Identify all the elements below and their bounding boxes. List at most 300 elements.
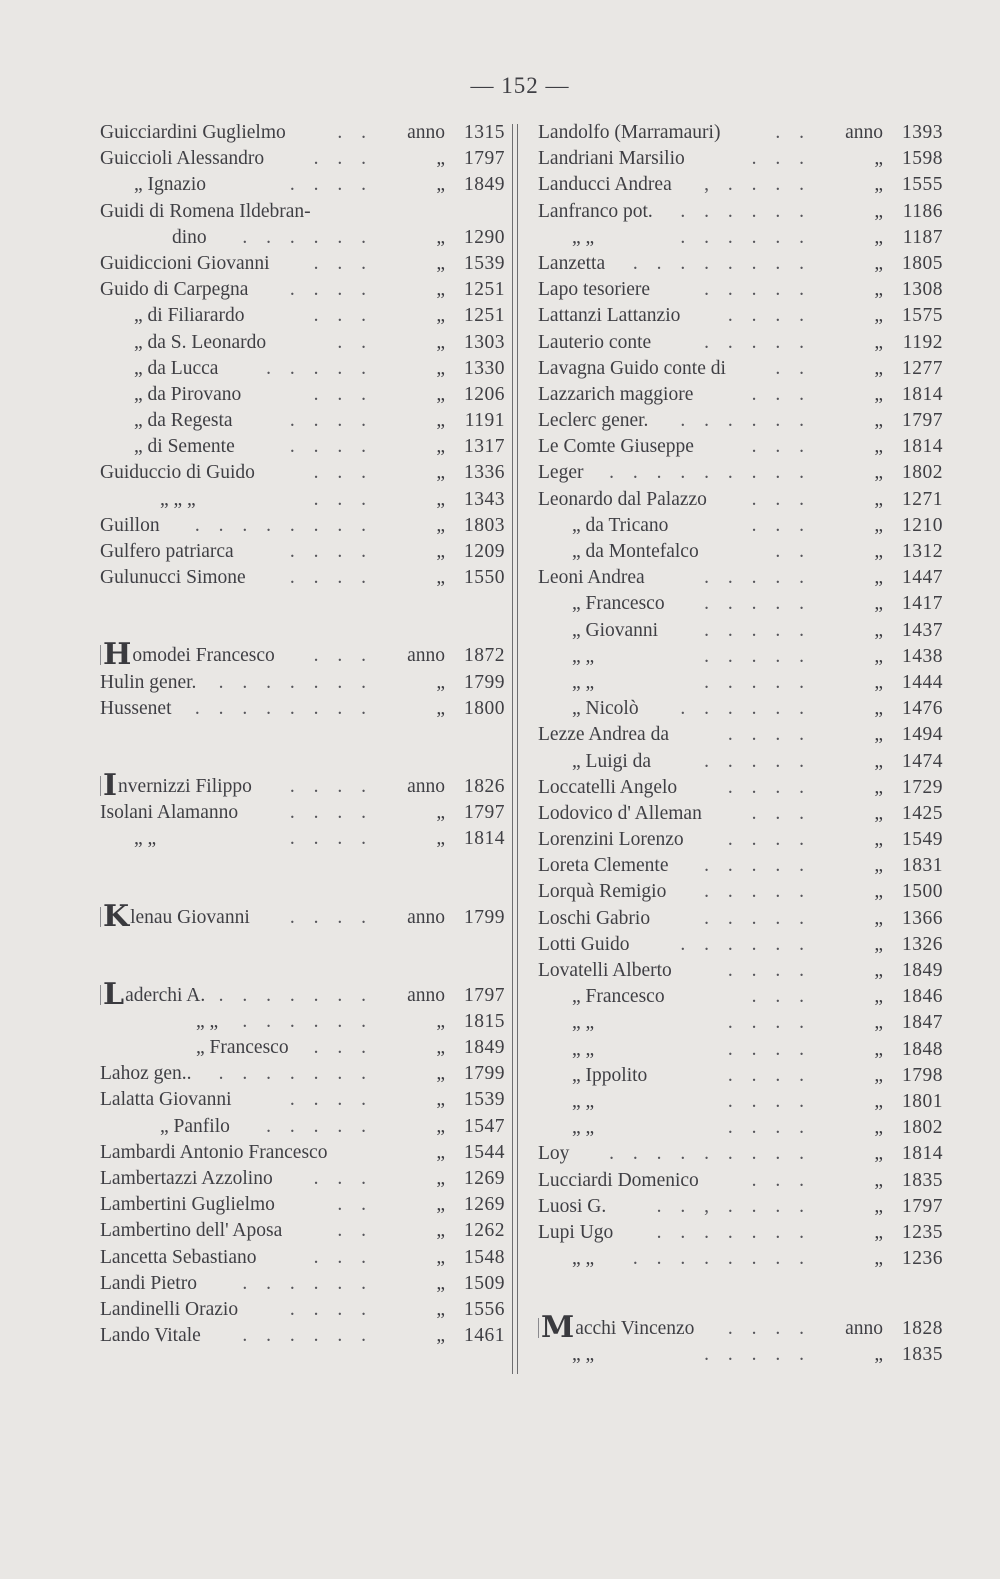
leader-dots: . . . . — [289, 802, 373, 824]
entry-year: 1801 — [902, 1090, 943, 1112]
year-prefix: „ — [436, 462, 445, 484]
entry-name-text: „ di Filiarardo — [134, 305, 245, 327]
entry-name-text: Lancetta Sebastiano — [100, 1246, 257, 1268]
leader-dots: . . . — [751, 986, 811, 1008]
entry-name-text: „ Francesco — [196, 1037, 289, 1059]
leader-dots: . . . — [313, 1037, 373, 1059]
index-entry — [538, 879, 943, 905]
entry-name — [538, 1310, 695, 1346]
index-entry — [538, 618, 943, 644]
decorative-initial: I — [100, 776, 117, 796]
entry-year: 1848 — [902, 1038, 943, 1060]
entry-name-text: „ „ — [572, 1012, 595, 1034]
year-prefix: „ — [436, 1168, 445, 1189]
year-prefix: „ — [436, 1194, 445, 1216]
entry-name — [160, 487, 196, 513]
year-prefix: „ — [874, 279, 883, 301]
entry-year: 1474 — [902, 750, 943, 772]
index-entry — [538, 853, 943, 879]
entry-name-text: Loreta Clemente — [538, 855, 669, 877]
entry-year: 1814 — [902, 436, 943, 458]
leader-dots: . . . . . — [266, 357, 373, 379]
year-prefix: „ — [436, 1325, 445, 1347]
index-entry — [538, 749, 943, 775]
entry-name — [100, 1061, 192, 1087]
entry-name — [572, 1342, 594, 1368]
entry-name-text: Leonardo dal Palazzo — [538, 488, 707, 510]
year-prefix: anno — [845, 122, 883, 143]
year-prefix: „ — [436, 1220, 445, 1242]
entry-name — [100, 120, 286, 146]
index-entry — [538, 434, 943, 460]
leader-dots: . . . — [313, 488, 373, 510]
index-entry — [100, 1140, 505, 1166]
index-entry — [538, 696, 943, 722]
entry-year: 1802 — [902, 462, 943, 484]
entry-name-text: „ da Pirovano — [134, 383, 242, 405]
year-prefix: „ — [874, 488, 883, 510]
entry-year: 1547 — [464, 1115, 505, 1137]
entry-year: 1797 — [464, 148, 505, 170]
leader-dots: . . . . . . . — [218, 671, 373, 693]
year-prefix: „ — [874, 750, 883, 772]
index-entry — [538, 670, 943, 696]
entry-name — [100, 1271, 197, 1297]
leader-dots: . . . . — [289, 1089, 373, 1111]
entry-year: 1326 — [902, 933, 943, 955]
leader-dots: . . . . . . — [680, 698, 811, 720]
entry-year: 1437 — [902, 619, 943, 641]
entry-name-text: „ Luigi da — [572, 750, 652, 772]
entry-name-text: Guido di Carpegna — [100, 279, 249, 301]
entry-name-text: dino — [172, 226, 207, 248]
year-prefix: „ — [874, 724, 883, 746]
index-entry — [538, 958, 943, 984]
entry-year: 1444 — [902, 671, 943, 693]
year-prefix: anno — [845, 1318, 883, 1340]
leader-dots: . . . — [313, 462, 373, 484]
year-prefix: „ — [436, 802, 445, 824]
leader-dots: . . . . . . — [680, 933, 811, 955]
index-entry — [538, 906, 943, 932]
leader-dots: . . . — [751, 488, 811, 510]
year-prefix: „ — [874, 1038, 883, 1060]
index-entry — [100, 330, 505, 356]
index-entry — [100, 1166, 505, 1192]
index-entry — [100, 1245, 505, 1271]
entry-name-text: Gulfero patriarca — [100, 541, 234, 562]
entry-name-text: „ da Montefalco — [572, 541, 699, 562]
entry-name-text: Guicciardini Guglielmo — [100, 122, 286, 143]
year-prefix: „ — [874, 1344, 883, 1366]
index-entry — [538, 644, 943, 670]
year-prefix: „ — [874, 1248, 883, 1270]
entry-year: 1209 — [464, 541, 505, 562]
index-entry — [538, 539, 943, 565]
entry-name-text: „ „ — [196, 1010, 219, 1032]
entry-year: 1800 — [464, 697, 505, 719]
entry-name-text: Lotti Guido — [538, 933, 630, 955]
leader-dots: . . . — [751, 436, 811, 458]
entry-name-text: Lupi Ugo — [538, 1221, 614, 1243]
entry-name — [100, 696, 172, 722]
index-entry — [100, 382, 505, 408]
entry-year: 1835 — [902, 1344, 943, 1366]
leader-dots: . . . . . — [704, 855, 811, 877]
entry-name-text: Guidiccioni Giovanni — [100, 252, 270, 274]
entry-name — [100, 146, 264, 172]
entry-name — [100, 898, 250, 934]
entry-name — [572, 1115, 594, 1141]
entry-name — [538, 1168, 699, 1194]
entry-name-text: „ di Semente — [134, 436, 235, 458]
index-entry — [100, 1271, 505, 1297]
year-prefix: „ — [874, 619, 883, 641]
index-entry — [100, 1061, 505, 1087]
index-entry — [538, 277, 943, 303]
entry-year: 1191 — [464, 410, 505, 432]
entry-name — [100, 976, 206, 1012]
entry-year: 1315 — [464, 122, 505, 143]
year-prefix: „ — [874, 174, 883, 196]
entry-name-text: „ „ „ — [160, 488, 196, 510]
entry-year: 1797 — [464, 984, 505, 1006]
entry-year: 1366 — [902, 907, 943, 929]
index-entry — [538, 827, 943, 853]
entry-name-text: „ Ippolito — [572, 1064, 648, 1086]
year-prefix: „ — [874, 148, 883, 170]
entry-name — [572, 1037, 594, 1063]
index-entry — [100, 898, 505, 934]
entry-name — [572, 513, 668, 539]
entry-year: 1308 — [902, 279, 943, 301]
entry-name — [538, 303, 680, 329]
entry-year: 1544 — [464, 1141, 505, 1163]
entry-name — [134, 303, 244, 329]
entry-year: 1336 — [464, 462, 505, 484]
entry-year: 1814 — [464, 828, 505, 850]
entry-name — [538, 146, 685, 172]
index-entry — [538, 408, 943, 434]
leader-dots: . . — [775, 357, 811, 379]
index-entry — [538, 356, 943, 382]
index-entry — [100, 1009, 505, 1035]
leader-dots: . . . . — [727, 829, 811, 851]
entry-name — [538, 565, 645, 591]
index-entry — [100, 800, 505, 826]
year-prefix: „ — [436, 1298, 445, 1320]
leader-dots: . . . — [313, 645, 373, 667]
leader-dots: . . . . . — [704, 619, 811, 641]
entry-name-text: „ Nicolò — [572, 698, 639, 720]
entry-name — [100, 800, 238, 826]
entry-name-text: Hulin gener. — [100, 671, 197, 693]
entry-name-text: nvernizzi Filippo — [118, 775, 252, 797]
year-prefix: „ — [436, 671, 445, 693]
year-prefix: „ — [874, 1221, 883, 1243]
entry-name — [538, 330, 651, 356]
entry-name-text: „ „ — [134, 828, 157, 850]
entry-name-text: Landriani Marsilio — [538, 148, 685, 170]
entry-name — [100, 251, 270, 277]
index-entry — [100, 565, 505, 591]
leader-dots: . . . . — [289, 436, 373, 458]
entry-year: 1438 — [902, 645, 943, 667]
entry-name — [572, 670, 594, 696]
entry-name — [100, 637, 275, 673]
year-prefix: „ — [436, 514, 445, 536]
leader-dots: . . . . . . — [680, 200, 811, 222]
entry-name-text: Lorenzini Lorenzo — [538, 829, 684, 851]
index-entry — [538, 460, 943, 486]
index-entry — [538, 565, 943, 591]
leader-dots: . . . . . . — [242, 226, 373, 248]
entry-name-text: Lanfranco pot. — [538, 200, 653, 222]
entry-year: 1849 — [464, 1037, 505, 1059]
leader-dots: . . . . — [727, 724, 811, 746]
year-prefix: „ — [874, 1064, 883, 1086]
entry-name-text: Lauterio conte — [538, 331, 652, 353]
leader-dots: . . . . . . . — [656, 1221, 811, 1243]
leader-dots: . . . . — [289, 410, 373, 432]
year-prefix: „ — [436, 1063, 445, 1085]
index-entry — [538, 251, 943, 277]
entry-name — [538, 356, 726, 382]
index-entry — [538, 225, 943, 251]
index-entry — [100, 487, 505, 513]
year-prefix: „ — [874, 541, 883, 562]
entry-name-text: „ „ — [572, 1038, 595, 1060]
leader-dots: , . . . . — [704, 174, 811, 196]
entry-year: 1549 — [902, 829, 943, 851]
entry-name-text: Lovatelli Alberto — [538, 960, 672, 981]
year-prefix: „ — [874, 514, 883, 536]
index-entry — [100, 172, 505, 198]
entry-name — [538, 460, 583, 486]
entry-year: 1802 — [902, 1117, 943, 1139]
leader-dots: . . . . . . . . . — [609, 462, 811, 484]
entry-name-text: Lazzarich maggiore — [538, 383, 694, 405]
index-entry — [100, 408, 505, 434]
year-prefix: „ — [874, 671, 883, 693]
entry-name — [100, 767, 252, 803]
year-prefix: „ — [436, 1115, 445, 1137]
year-prefix: „ — [436, 252, 445, 274]
decorative-initial: K — [100, 907, 129, 927]
leader-dots: . . . . . . — [680, 410, 811, 432]
entry-year: 1251 — [464, 305, 505, 327]
entry-name — [538, 1141, 569, 1167]
leader-dots: . . . . . . . — [218, 1063, 373, 1085]
index-entry — [538, 1037, 943, 1063]
entry-name-text: Lucciardi Domenico — [538, 1169, 699, 1191]
entry-name-text: „ „ — [572, 645, 595, 667]
entry-year: 1835 — [902, 1169, 943, 1191]
entry-name — [100, 1087, 232, 1113]
leader-dots: . . . . . . — [242, 1272, 373, 1294]
entry-year: 1343 — [464, 488, 505, 510]
year-prefix: „ — [874, 331, 883, 353]
entry-name-text: Gulunucci Simone — [100, 567, 246, 589]
entry-name — [538, 801, 702, 827]
entry-name — [538, 775, 677, 801]
year-prefix: „ — [874, 357, 883, 379]
leader-dots: . . . . . — [704, 279, 811, 301]
leader-dots: . . . . — [727, 305, 811, 327]
entry-name — [100, 1245, 256, 1271]
entry-name-text: Landi Pietro — [100, 1272, 197, 1294]
leader-dots: . . . . . . — [242, 1010, 373, 1032]
entry-year: 1799 — [464, 906, 505, 928]
entry-year: 1828 — [902, 1318, 943, 1340]
leader-dots: . . . . — [727, 1090, 811, 1112]
entry-year: 1799 — [464, 1063, 505, 1085]
entry-year: 1210 — [902, 514, 943, 536]
year-prefix: „ — [874, 986, 883, 1008]
index-entry — [538, 1089, 943, 1115]
entry-name-text: Lodovico d' Alleman — [538, 802, 702, 824]
index-entry — [100, 225, 505, 251]
entry-name-text: Loccatelli Angelo — [538, 776, 678, 798]
year-prefix: „ — [874, 645, 883, 667]
entry-year: 1206 — [464, 383, 505, 405]
leader-dots: . . . . — [289, 775, 373, 797]
entry-year: 1798 — [902, 1064, 943, 1086]
entry-year: 1803 — [464, 514, 505, 536]
year-prefix: „ — [874, 1117, 883, 1139]
year-prefix: „ — [436, 1089, 445, 1111]
index-entry — [538, 775, 943, 801]
year-prefix: „ — [874, 226, 883, 248]
entry-year: 1417 — [902, 593, 943, 615]
leader-dots: . . . — [751, 802, 811, 824]
index-entry — [538, 1010, 943, 1036]
entry-name — [538, 199, 653, 225]
year-prefix: „ — [436, 1037, 445, 1059]
entry-name — [160, 1114, 230, 1140]
index-entry — [100, 1297, 505, 1323]
entry-year: 1872 — [464, 645, 505, 667]
year-prefix: „ — [436, 1010, 445, 1032]
entry-name-text: „ Ignazio — [134, 174, 207, 196]
entry-year: 1269 — [464, 1194, 505, 1216]
year-prefix: „ — [436, 331, 445, 353]
entry-name — [100, 1323, 201, 1349]
index-entry — [100, 146, 505, 172]
leader-dots: . . . . . — [704, 593, 811, 615]
index-entry — [538, 146, 943, 172]
index-entry — [100, 460, 505, 486]
entry-name-text: „ da Regesta — [134, 410, 233, 432]
entry-year: 1186 — [902, 200, 943, 222]
leader-dots: . . . . . . — [680, 226, 811, 248]
entry-name-text: „ „ — [572, 1248, 595, 1270]
entry-name — [538, 382, 693, 408]
section-gap — [100, 853, 505, 905]
entry-name-text: Landinelli Orazio — [100, 1298, 239, 1320]
leader-dots: . . , . . . . — [656, 1195, 811, 1217]
entry-name-text: Luosi G. — [538, 1195, 607, 1217]
entry-name — [100, 1297, 238, 1323]
leader-dots: . . . . . . . — [218, 984, 373, 1006]
entry-name — [134, 382, 241, 408]
entry-name — [100, 199, 311, 225]
entry-year: 1550 — [464, 567, 505, 589]
leader-dots: . . . . — [727, 1038, 811, 1060]
entry-name-text: lenau Giovanni — [130, 906, 250, 928]
index-column-right — [538, 120, 943, 1369]
index-entry — [100, 670, 505, 696]
leader-dots: . . . — [313, 383, 373, 405]
section-gap — [100, 931, 505, 983]
entry-name — [572, 984, 665, 1010]
entry-year: 1548 — [464, 1246, 505, 1268]
year-prefix: „ — [874, 383, 883, 405]
entry-year: 1187 — [902, 226, 943, 248]
entry-name — [572, 618, 658, 644]
entry-name — [572, 225, 594, 251]
entry-name — [538, 408, 648, 434]
entry-name — [572, 1063, 647, 1089]
entry-name — [538, 1194, 606, 1220]
entry-name-text: „ „ — [572, 1117, 595, 1139]
entry-name — [572, 1010, 594, 1036]
entry-year: 1846 — [902, 986, 943, 1008]
entry-name-text: „ Francesco — [572, 986, 665, 1008]
index-entry — [100, 1087, 505, 1113]
entry-name — [100, 277, 248, 303]
year-prefix: „ — [436, 567, 445, 589]
entry-name-text: „ da S. Leonardo — [134, 331, 267, 353]
leader-dots: . . . . — [289, 567, 373, 589]
leader-dots: . . . . . — [704, 671, 811, 693]
leader-dots: . . . — [313, 148, 373, 170]
entry-name — [538, 932, 630, 958]
entry-year: 1269 — [464, 1168, 505, 1189]
entry-name — [100, 1192, 275, 1218]
index-entry — [100, 826, 505, 852]
entry-year: 1575 — [902, 305, 943, 327]
entry-name — [100, 1140, 327, 1166]
entry-name — [100, 460, 255, 486]
leader-dots: . . . . — [727, 1064, 811, 1086]
year-prefix: „ — [874, 698, 883, 720]
entry-year: 1330 — [464, 357, 505, 379]
index-entry — [100, 199, 505, 225]
year-prefix: „ — [436, 148, 445, 170]
entry-name — [100, 670, 196, 696]
entry-name — [196, 1009, 218, 1035]
index-entry — [538, 1115, 943, 1141]
entry-name — [572, 539, 699, 565]
leader-dots: . . — [775, 541, 811, 562]
entry-name — [134, 356, 218, 382]
entry-name — [538, 487, 707, 513]
leader-dots: . . . . . — [266, 1115, 373, 1137]
year-prefix: „ — [874, 802, 883, 824]
entry-name-text: Lorquà Remigio — [538, 881, 667, 903]
section-gap — [100, 722, 505, 774]
year-prefix: „ — [436, 410, 445, 432]
entry-name-text: Lahoz gen.. — [100, 1063, 192, 1085]
entry-name-text: Landucci Andrea — [538, 174, 672, 196]
entry-year: 1539 — [464, 252, 505, 274]
year-prefix: „ — [874, 881, 883, 903]
entry-year: 1509 — [464, 1272, 505, 1294]
index-entry — [538, 1342, 943, 1368]
year-prefix: anno — [407, 906, 445, 928]
entry-name-text: Guidi di Romena Ildebran- — [100, 200, 311, 222]
